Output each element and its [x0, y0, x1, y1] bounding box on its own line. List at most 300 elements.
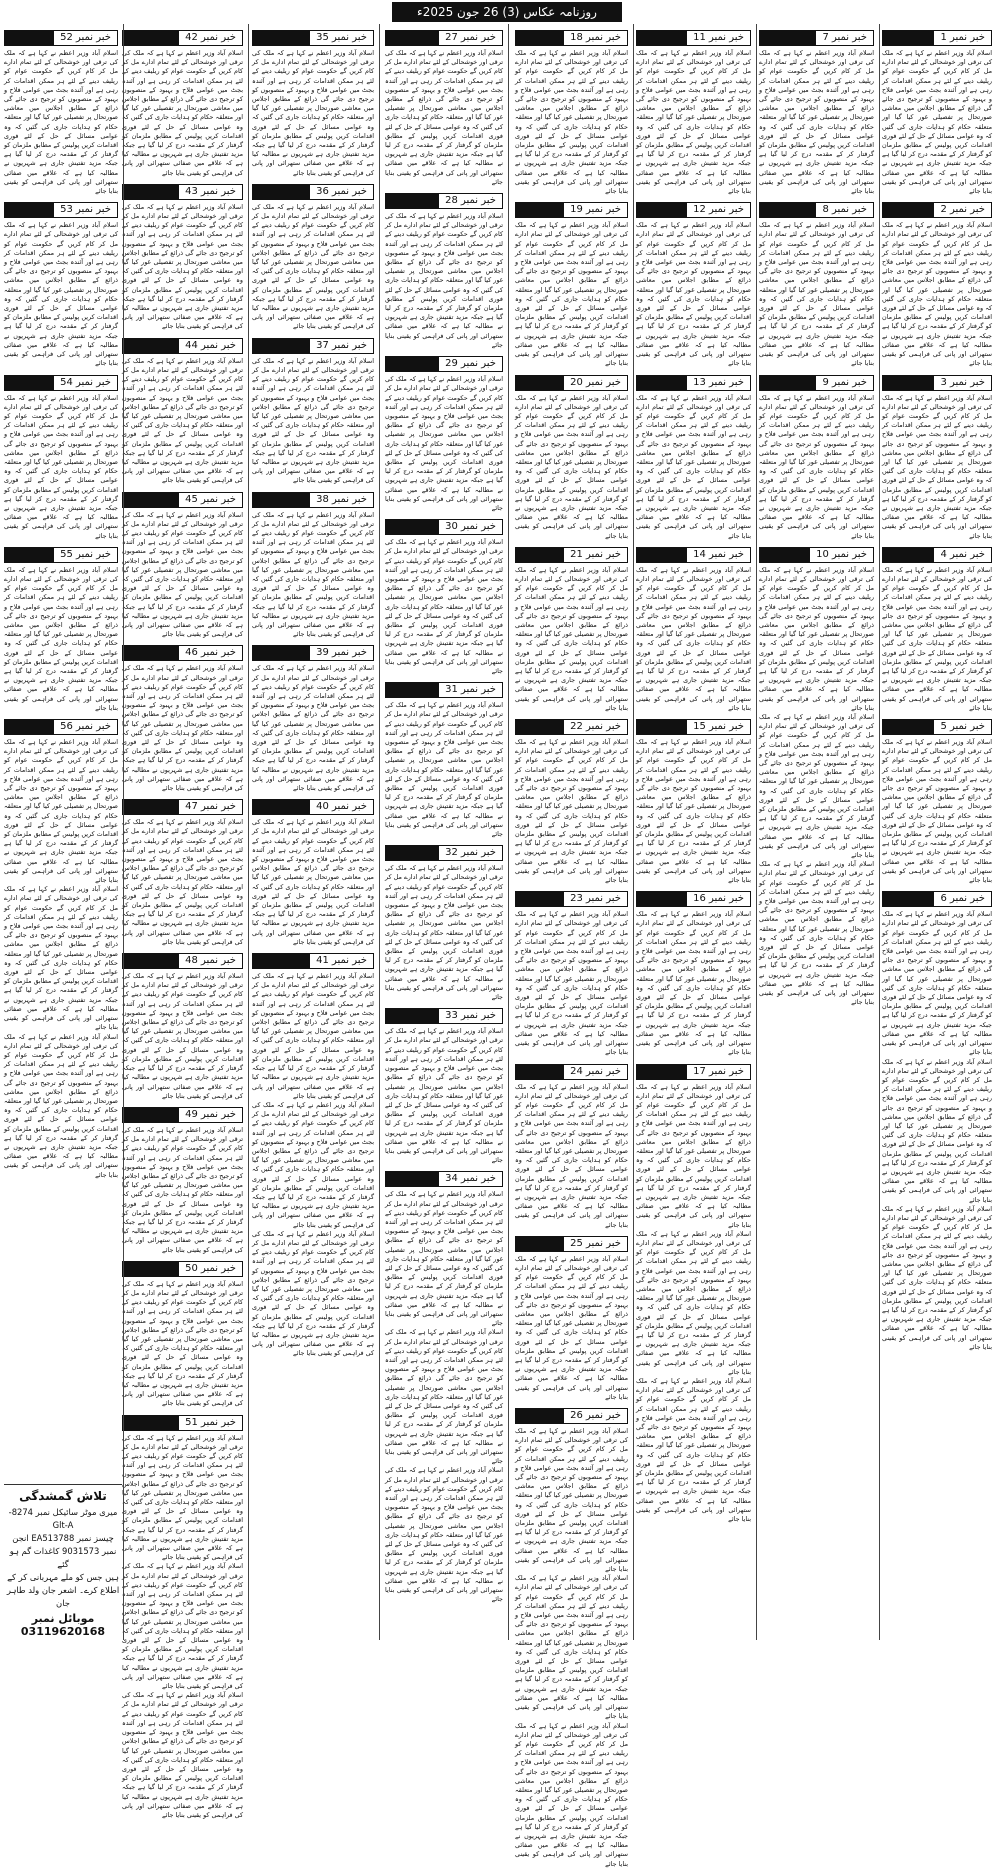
label-bar — [515, 891, 563, 907]
news-item-label — [385, 1171, 503, 1187]
label-bar — [4, 719, 53, 735]
news-item-label — [636, 202, 751, 218]
news-item-label — [252, 645, 374, 661]
news-item-body: اسلام آباد وزیر اعظم نے کہا ہے کہ ملک کی ترقی اور خوشحالی کے لئے تمام ادارے مل کر کام کریں گے حکومت عوام کو ریلیف دینے کے لئے ہر ممکن اقدامات کر رہی ہے اور آئندہ بجٹ میں عوامی فلاح و بہبود کے منصوبوں کو ترجیح دی جائے گی ذرائع کے مطابق اجلاس میں معاشی صورتحال پر تفصیلی غور کیا گیا اور متعلقہ حکام کو ہدایات جاری کی گئیں کہ وہ عوامی مسائل کے حل کے لئے فوری اقدامات کریں پولیس کے مطابق ملزمان کو گرفتار کر کے مقدمہ درج کر لیا گیا ہے جبکہ مزید تفتیش جاری ہے شہریوں نے مطالبہ کیا ہے کہ علاقے میں صفائی ستھرائی اور پانی کی فراہمی کو یقینی بنایا جائے — [252, 1229, 374, 1358]
news-item-body: اسلام آباد وزیر اعظم نے کہا ہے کہ ملک کی ترقی اور خوشحالی کے لئے تمام ادارے مل کر کام کریں گے حکومت عوام کو ریلیف دینے کے لئے ہر ممکن اقدامات کر رہی ہے اور آئندہ بجٹ میں عوامی فلاح و بہبود کے منصوبوں کو ترجیح دی جائے گی ذرائع کے مطابق اجلاس میں معاشی صورتحال پر تفصیلی غور کیا گیا اور متعلقہ حکام کو ہدایات جاری کی گئیں کہ وہ عوامی مسائل کے حل کے لئے فوری اقدامات کریں پولیس کے مطابق ملزمان کو گرفتار کر کے مقدمہ درج کر لیا گیا ہے جبکہ مزید تفتیش جاری ہے شہریوں نے مطالبہ کیا ہے کہ علاقے میں صفائی ستھرائی اور پانی کی فراہمی کو یقینی بنایا جائے — [385, 375, 503, 512]
news-item — [122, 1415, 243, 1821]
news-item-number: خبر نمبر 16 — [686, 891, 751, 907]
news-item-number: خبر نمبر 36 — [309, 184, 374, 200]
news-item — [636, 375, 751, 541]
news-item — [515, 1064, 628, 1230]
news-item-label — [882, 547, 992, 563]
label-bar — [636, 202, 686, 218]
news-item-body: اسلام آباد وزیر اعظم نے کہا ہے کہ ملک کی ترقی اور خوشحالی کے لئے تمام ادارے مل کر کام کریں گے حکومت عوام کو ریلیف دینے کے لئے ہر ممکن اقدامات کر رہی ہے اور آئندہ بجٹ میں عوامی فلاح و بہبود کے منصوبوں کو ترجیح دی جائے گی ذرائع کے مطابق اجلاس میں معاشی صورتحال پر تفصیلی غور کیا گیا اور متعلقہ حکام کو ہدایات جاری کی گئیں کہ وہ عوامی مسائل کے حل کے لئے فوری اقدامات کریں پولیس کے مطابق ملزمان کو گرفتار کر کے مقدمہ درج کر لیا گیا ہے جبکہ مزید تفتیش جاری ہے شہریوں نے مطالبہ کیا ہے کہ علاقے میں صفائی ستھرائی اور پانی کی فراہمی کو یقینی بنایا جائے — [385, 1190, 503, 1328]
news-item-body: اسلام آباد وزیر اعظم نے کہا ہے کہ ملک کی ترقی اور خوشحالی کے لئے تمام ادارے مل کر کام کریں گے حکومت عوام کو ریلیف دینے کے لئے ہر ممکن اقدامات کر رہی ہے اور آئندہ بجٹ میں عوامی فلاح و بہبود کے منصوبوں کو ترجیح دی جائے گی ذرائع کے مطابق اجلاس میں معاشی صورتحال پر تفصیلی غور کیا گیا اور متعلقہ حکام کو ہدایات جاری کی گئیں کہ وہ عوامی مسائل کے حل کے لئے فوری اقدامات کریں پولیس کے مطابق ملزمان کو گرفتار کر کے مقدمہ درج کر لیا گیا ہے جبکہ مزید تفتیش جاری ہے شہریوں نے مطالبہ کیا ہے کہ علاقے میں صفائی ستھرائی اور پانی کی فراہمی کو یقینی بنایا جائے — [252, 49, 374, 177]
news-item-label — [122, 1415, 243, 1431]
news-item-body: اسلام آباد وزیر اعظم نے کہا ہے کہ ملک کی ترقی اور خوشحالی کے لئے تمام ادارے مل کر کام کریں گے حکومت عوام کو ریلیف دینے کے لئے ہر ممکن اقدامات کر رہی ہے اور آئندہ بجٹ میں عوامی فلاح و بہبود کے منصوبوں کو ترجیح دی جائے گی ذرائع کے مطابق اجلاس میں معاشی صورتحال پر تفصیلی غور کیا گیا اور متعلقہ حکام کو ہدایات جاری کی گئیں کہ وہ عوامی مسائل کے حل کے لئے فوری اقدامات کریں پولیس کے مطابق ملزمان کو گرفتار کر کے مقدمہ درج کر لیا گیا ہے جبکہ مزید تفتیش جاری ہے شہریوں نے مطالبہ کیا ہے کہ علاقے میں صفائی ستھرائی اور پانی کی فراہمی کو یقینی بنایا جائے — [759, 221, 874, 368]
news-item-number: خبر نمبر 33 — [438, 1008, 503, 1024]
news-item — [515, 375, 628, 541]
label-bar — [515, 719, 563, 735]
label-bar — [636, 375, 686, 391]
news-item-body: اسلام آباد وزیر اعظم نے کہا ہے کہ ملک کی ترقی اور خوشحالی کے لئے تمام ادارے مل کر کام کریں گے حکومت عوام کو ریلیف دینے کے لئے ہر ممکن اقدامات کر رہی ہے اور آئندہ بجٹ میں عوامی فلاح و بہبود کے منصوبوں کو ترجیح دی جائے گی ذرائع کے مطابق اجلاس میں معاشی صورتحال پر تفصیلی غور کیا گیا اور متعلقہ حکام کو ہدایات جاری کی گئیں کہ وہ عوامی مسائل کے حل کے لئے فوری اقدامات کریں پولیس کے مطابق ملزمان کو گرفتار کر کے مقدمہ درج کر لیا گیا ہے جبکہ مزید تفتیش جاری ہے شہریوں نے مطالبہ کیا ہے کہ علاقے میں صفائی ستھرائی اور پانی کی فراہمی کو یقینی بنایا جائے — [385, 1466, 503, 1604]
news-item-number: خبر نمبر 34 — [438, 1171, 503, 1187]
news-item-label — [122, 184, 243, 200]
news-item-label — [882, 202, 992, 218]
news-item-body: اسلام آباد وزیر اعظم نے کہا ہے کہ ملک کی ترقی اور خوشحالی کے لئے تمام ادارے مل کر کام کریں گے حکومت عوام کو ریلیف دینے کے لئے ہر ممکن اقدامات کر رہی ہے اور آئندہ بجٹ میں عوامی فلاح و بہبود کے منصوبوں کو ترجیح دی جائے گی ذرائع کے مطابق اجلاس میں معاشی صورتحال پر تفصیلی غور کیا گیا اور متعلقہ حکام کو ہدایات جاری کی گئیں کہ وہ عوامی مسائل کے حل کے لئے فوری اقدامات کریں پولیس کے مطابق ملزمان کو گرفتار کر کے مقدمہ درج کر لیا گیا ہے جبکہ مزید تفتیش جاری ہے شہریوں نے مطالبہ کیا ہے کہ علاقے میں صفائی ستھرائی اور پانی کی فراہمی کو یقینی بنایا جائے — [759, 565, 874, 712]
news-item-body: اسلام آباد وزیر اعظم نے کہا ہے کہ ملک کی ترقی اور خوشحالی کے لئے تمام ادارے مل کر کام کریں گے حکومت عوام کو ریلیف دینے کے لئے ہر ممکن اقدامات کر رہی ہے اور آئندہ بجٹ میں عوامی فلاح و بہبود کے منصوبوں کو ترجیح دی جائے گی ذرائع کے مطابق اجلاس میں معاشی صورتحال پر تفصیلی غور کیا گیا اور متعلقہ حکام کو ہدایات جاری کی گئیں کہ وہ عوامی مسائل کے حل کے لئے فوری اقدامات کریں پولیس کے مطابق ملزمان کو گرفتار کر کے مقدمہ درج کر لیا گیا ہے جبکہ مزید تفتیش جاری ہے شہریوں نے مطالبہ کیا ہے کہ علاقے میں صفائی ستھرائی اور پانی کی فراہمی کو یقینی بنایا جائے — [122, 49, 243, 177]
news-item — [759, 375, 874, 541]
news-item — [636, 1064, 751, 1525]
news-item-body: اسلام آباد وزیر اعظم نے کہا ہے کہ ملک کی ترقی اور خوشحالی کے لئے تمام ادارے مل کر کام کریں گے حکومت عوام کو ریلیف دینے کے لئے ہر ممکن اقدامات کر رہی ہے اور آئندہ بجٹ میں عوامی فلاح و بہبود کے منصوبوں کو ترجیح دی جائے گی ذرائع کے مطابق اجلاس میں معاشی صورتحال پر تفصیلی غور کیا گیا اور متعلقہ حکام کو ہدایات جاری کی گئیں کہ وہ عوامی مسائل کے حل کے لئے فوری اقدامات کریں پولیس کے مطابق ملزمان کو گرفتار کر کے مقدمہ درج کر لیا گیا ہے جبکہ مزید تفتیش جاری ہے شہریوں نے مطالبہ کیا ہے کہ علاقے میں صفائی ستھرائی اور پانی کی فراہمی کو یقینی بنایا جائے — [636, 1229, 751, 1376]
news-item-label — [515, 1064, 628, 1080]
news-item-number: خبر نمبر 27 — [438, 30, 503, 46]
news-item — [385, 30, 503, 187]
news-item-body: اسلام آباد وزیر اعظم نے کہا ہے کہ ملک کی ترقی اور خوشحالی کے لئے تمام ادارے مل کر کام کریں گے حکومت عوام کو ریلیف دینے کے لئے ہر ممکن اقدامات کر رہی ہے اور آئندہ بجٹ میں عوامی فلاح و بہبود کے منصوبوں کو ترجیح دی جائے گی ذرائع کے مطابق اجلاس میں معاشی صورتحال پر تفصیلی غور کیا گیا اور متعلقہ حکام کو ہدایات جاری کی گئیں کہ وہ عوامی مسائل کے حل کے لئے فوری اقدامات کریں پولیس کے مطابق ملزمان کو گرفتار کر کے مقدمہ درج کر لیا گیا ہے جبکہ مزید تفتیش جاری ہے شہریوں نے مطالبہ کیا ہے کہ علاقے میں صفائی ستھرائی اور پانی کی فراہمی کو یقینی بنایا جائے — [882, 565, 992, 712]
news-item-body: اسلام آباد وزیر اعظم نے کہا ہے کہ ملک کی ترقی اور خوشحالی کے لئے تمام ادارے مل کر کام کریں گے حکومت عوام کو ریلیف دینے کے لئے ہر ممکن اقدامات کر رہی ہے اور آئندہ بجٹ میں عوامی فلاح و بہبود کے منصوبوں کو ترجیح دی جائے گی ذرائع کے مطابق اجلاس میں معاشی صورتحال پر تفصیلی غور کیا گیا اور متعلقہ حکام کو ہدایات جاری کی گئیں کہ وہ عوامی مسائل کے حل کے لئے فوری اقدامات کریں پولیس کے مطابق ملزمان کو گرفتار کر کے مقدمہ درج کر لیا گیا ہے جبکہ مزید تفتیش جاری ہے شہریوں نے مطالبہ کیا ہے کہ علاقے میں صفائی ستھرائی اور پانی کی فراہمی کو یقینی بنایا جائے — [882, 738, 992, 885]
news-item-label — [4, 547, 118, 563]
news-item-body: اسلام آباد وزیر اعظم نے کہا ہے کہ ملک کی ترقی اور خوشحالی کے لئے تمام ادارے مل کر کام کریں گے حکومت عوام کو ریلیف دینے کے لئے ہر ممکن اقدامات کر رہی ہے اور آئندہ بجٹ میں عوامی فلاح و بہبود کے منصوبوں کو ترجیح دی جائے گی ذرائع کے مطابق اجلاس میں معاشی صورتحال پر تفصیلی غور کیا گیا اور متعلقہ حکام کو ہدایات جاری کی گئیں کہ وہ عوامی مسائل کے حل کے لئے فوری اقدامات کریں پولیس کے مطابق ملزمان کو گرفتار کر کے مقدمہ درج کر لیا گیا ہے جبکہ مزید تفتیش جاری ہے شہریوں نے مطالبہ کیا ہے کہ علاقے میں صفائی ستھرائی اور پانی کی فراہمی کو یقینی بنایا جائے — [515, 565, 628, 712]
news-item-body: اسلام آباد وزیر اعظم نے کہا ہے کہ ملک کی ترقی اور خوشحالی کے لئے تمام ادارے مل کر کام کریں گے حکومت عوام کو ریلیف دینے کے لئے ہر ممکن اقدامات کر رہی ہے اور آئندہ بجٹ میں عوامی فلاح و بہبود کے منصوبوں کو ترجیح دی جائے گی ذرائع کے مطابق اجلاس میں معاشی صورتحال پر تفصیلی غور کیا گیا اور متعلقہ حکام کو ہدایات جاری کی گئیں کہ وہ عوامی مسائل کے حل کے لئے فوری اقدامات کریں پولیس کے مطابق ملزمان کو گرفتار کر کے مقدمہ درج کر لیا گیا ہے جبکہ مزید تفتیش جاری ہے شہریوں نے مطالبہ کیا ہے کہ علاقے میں صفائی ستھرائی اور پانی کی فراہمی کو یقینی بنایا جائے — [4, 49, 118, 196]
news-item — [252, 799, 374, 947]
news-item-body: اسلام آباد وزیر اعظم نے کہا ہے کہ ملک کی ترقی اور خوشحالی کے لئے تمام ادارے مل کر کام کریں گے حکومت عوام کو ریلیف دینے کے لئے ہر ممکن اقدامات کر رہی ہے اور آئندہ بجٹ میں عوامی فلاح و بہبود کے منصوبوں کو ترجیح دی جائے گی ذرائع کے مطابق اجلاس میں معاشی صورتحال پر تفصیلی غور کیا گیا اور متعلقہ حکام کو ہدایات جاری کی گئیں کہ وہ عوامی مسائل کے حل کے لئے فوری اقدامات کریں پولیس کے مطابق ملزمان کو گرفتار کر کے مقدمہ درج کر لیا گیا ہے جبکہ مزید تفتیش جاری ہے شہریوں نے مطالبہ کیا ہے کہ علاقے میں صفائی ستھرائی اور پانی کی فراہمی کو یقینی بنایا جائے — [4, 221, 118, 368]
news-item-number: خبر نمبر 37 — [309, 338, 374, 354]
news-item-body: اسلام آباد وزیر اعظم نے کہا ہے کہ ملک کی ترقی اور خوشحالی کے لئے تمام ادارے مل کر کام کریں گے حکومت عوام کو ریلیف دینے کے لئے ہر ممکن اقدامات کر رہی ہے اور آئندہ بجٹ میں عوامی فلاح و بہبود کے منصوبوں کو ترجیح دی جائے گی ذرائع کے مطابق اجلاس میں معاشی صورتحال پر تفصیلی غور کیا گیا اور متعلقہ حکام کو ہدایات جاری کی گئیں کہ وہ عوامی مسائل کے حل کے لئے فوری اقدامات کریں پولیس کے مطابق ملزمان کو گرفتار کر کے مقدمہ درج کر لیا گیا ہے جبکہ مزید تفتیش جاری ہے شہریوں نے مطالبہ کیا ہے کہ علاقے میں صفائی ستھرائی اور پانی کی فراہمی کو یقینی بنایا جائے — [636, 49, 751, 196]
label-bar — [636, 891, 686, 907]
news-item — [252, 492, 374, 640]
news-item-body: اسلام آباد وزیر اعظم نے کہا ہے کہ ملک کی ترقی اور خوشحالی کے لئے تمام ادارے مل کر کام کریں گے حکومت عوام کو ریلیف دینے کے لئے ہر ممکن اقدامات کر رہی ہے اور آئندہ بجٹ میں عوامی فلاح و بہبود کے منصوبوں کو ترجیح دی جائے گی ذرائع کے مطابق اجلاس میں معاشی صورتحال پر تفصیلی غور کیا گیا اور متعلقہ حکام کو ہدایات جاری کی گئیں کہ وہ عوامی مسائل کے حل کے لئے فوری اقدامات کریں پولیس کے مطابق ملزمان کو گرفتار کر کے مقدمہ درج کر لیا گیا ہے جبکہ مزید تفتیش جاری ہے شہریوں نے مطالبہ کیا ہے کہ علاقے میں صفائی ستھرائی اور پانی کی فراہمی کو یقینی بنایا جائے — [759, 393, 874, 540]
news-item-number: خبر نمبر 18 — [563, 30, 628, 46]
news-item-body: اسلام آباد وزیر اعظم نے کہا ہے کہ ملک کی ترقی اور خوشحالی کے لئے تمام ادارے مل کر کام کریں گے حکومت عوام کو ریلیف دینے کے لئے ہر ممکن اقدامات کر رہی ہے اور آئندہ بجٹ میں عوامی فلاح و بہبود کے منصوبوں کو ترجیح دی جائے گی ذرائع کے مطابق اجلاس میں معاشی صورتحال پر تفصیلی غور کیا گیا اور متعلقہ حکام کو ہدایات جاری کی گئیں کہ وہ عوامی مسائل کے حل کے لئے فوری اقدامات کریں پولیس کے مطابق ملزمان کو گرفتار کر کے مقدمہ درج کر لیا گیا ہے جبکہ مزید تفتیش جاری ہے شہریوں نے مطالبہ کیا ہے کہ علاقے میں صفائی ستھرائی اور پانی کی فراہمی کو یقینی بنایا جائے — [515, 910, 628, 1057]
news-item — [4, 719, 118, 1180]
news-item-label — [122, 30, 243, 46]
label-bar — [515, 1064, 563, 1080]
news-item — [882, 202, 992, 368]
news-item — [515, 1408, 628, 1869]
news-item-body: اسلام آباد وزیر اعظم نے کہا ہے کہ ملک کی ترقی اور خوشحالی کے لئے تمام ادارے مل کر کام کریں گے حکومت عوام کو ریلیف دینے کے لئے ہر ممکن اقدامات کر رہی ہے اور آئندہ بجٹ میں عوامی فلاح و بہبود کے منصوبوں کو ترجیح دی جائے گی ذرائع کے مطابق اجلاس میں معاشی صورتحال پر تفصیلی غور کیا گیا اور متعلقہ حکام کو ہدایات جاری کی گئیں کہ وہ عوامی مسائل کے حل کے لئے فوری اقدامات کریں پولیس کے مطابق ملزمان کو گرفتار کر کے مقدمہ درج کر لیا گیا ہے جبکہ مزید تفتیش جاری ہے شہریوں نے مطالبہ کیا ہے کہ علاقے میں صفائی ستھرائی اور پانی کی فراہمی کو یقینی بنایا جائے — [636, 565, 751, 712]
news-item-body: اسلام آباد وزیر اعظم نے کہا ہے کہ ملک کی ترقی اور خوشحالی کے لئے تمام ادارے مل کر کام کریں گے حکومت عوام کو ریلیف دینے کے لئے ہر ممکن اقدامات کر رہی ہے اور آئندہ بجٹ میں عوامی فلاح و بہبود کے منصوبوں کو ترجیح دی جائے گی ذرائع کے مطابق اجلاس میں معاشی صورتحال پر تفصیلی غور کیا گیا اور متعلقہ حکام کو ہدایات جاری کی گئیں کہ وہ عوامی مسائل کے حل کے لئے فوری اقدامات کریں پولیس کے مطابق ملزمان کو گرفتار کر کے مقدمہ درج کر لیا گیا ہے جبکہ مزید تفتیش جاری ہے شہریوں نے مطالبہ کیا ہے کہ علاقے میں صفائی ستھرائی اور پانی کی فراہمی کو یقینی بنایا جائے — [252, 1100, 374, 1229]
news-item — [882, 30, 992, 196]
label-bar — [122, 1107, 178, 1123]
news-item-body: اسلام آباد وزیر اعظم نے کہا ہے کہ ملک کی ترقی اور خوشحالی کے لئے تمام ادارے مل کر کام کریں گے حکومت عوام کو ریلیف دینے کے لئے ہر ممکن اقدامات کر رہی ہے اور آئندہ بجٹ میں عوامی فلاح و بہبود کے منصوبوں کو ترجیح دی جائے گی ذرائع کے مطابق اجلاس میں معاشی صورتحال پر تفصیلی غور کیا گیا اور متعلقہ حکام کو ہدایات جاری کی گئیں کہ وہ عوامی مسائل کے حل کے لئے فوری اقدامات کریں پولیس کے مطابق ملزمان کو گرفتار کر کے مقدمہ درج کر لیا گیا ہے جبکہ مزید تفتیش جاری ہے شہریوں نے مطالبہ کیا ہے کہ علاقے میں صفائی ستھرائی اور پانی کی فراہمی کو یقینی بنایا جائے — [122, 202, 243, 331]
news-item-label — [636, 547, 751, 563]
news-item — [252, 645, 374, 793]
news-item-body: اسلام آباد وزیر اعظم نے کہا ہے کہ ملک کی ترقی اور خوشحالی کے لئے تمام ادارے مل کر کام کریں گے حکومت عوام کو ریلیف دینے کے لئے ہر ممکن اقدامات کر رہی ہے اور آئندہ بجٹ میں عوامی فلاح و بہبود کے منصوبوں کو ترجیح دی جائے گی ذرائع کے مطابق اجلاس میں معاشی صورتحال پر تفصیلی غور کیا گیا اور متعلقہ حکام کو ہدایات جاری کی گئیں کہ وہ عوامی مسائل کے حل کے لئے فوری اقدامات کریں پولیس کے مطابق ملزمان کو گرفتار کر کے مقدمہ درج کر لیا گیا ہے جبکہ مزید تفتیش جاری ہے شہریوں نے مطالبہ کیا ہے کہ علاقے میں صفائی ستھرائی اور پانی کی فراہمی کو یقینی بنایا جائے — [4, 885, 118, 1032]
news-item — [882, 891, 992, 1352]
news-item-body: اسلام آباد وزیر اعظم نے کہا ہے کہ ملک کی ترقی اور خوشحالی کے لئے تمام ادارے مل کر کام کریں گے حکومت عوام کو ریلیف دینے کے لئے ہر ممکن اقدامات کر رہی ہے اور آئندہ بجٹ میں عوامی فلاح و بہبود کے منصوبوں کو ترجیح دی جائے گی ذرائع کے مطابق اجلاس میں معاشی صورتحال پر تفصیلی غور کیا گیا اور متعلقہ حکام کو ہدایات جاری کی گئیں کہ وہ عوامی مسائل کے حل کے لئے فوری اقدامات کریں پولیس کے مطابق ملزمان کو گرفتار کر کے مقدمہ درج کر لیا گیا ہے جبکہ مزید تفتیش جاری ہے شہریوں نے مطالبہ کیا ہے کہ علاقے میں صفائی ستھرائی اور پانی کی فراہمی کو یقینی بنایا جائے — [385, 864, 503, 1002]
news-item-label — [636, 891, 751, 907]
news-item — [385, 193, 503, 350]
label-bar — [122, 953, 178, 969]
label-bar — [122, 30, 178, 46]
news-item-number: خبر نمبر 55 — [53, 547, 118, 563]
news-item-body: اسلام آباد وزیر اعظم نے کہا ہے کہ ملک کی ترقی اور خوشحالی کے لئے تمام ادارے مل کر کام کریں گے حکومت عوام کو ریلیف دینے کے لئے ہر ممکن اقدامات کر رہی ہے اور آئندہ بجٹ میں عوامی فلاح و بہبود کے منصوبوں کو ترجیح دی جائے گی ذرائع کے مطابق اجلاس میں معاشی صورتحال پر تفصیلی غور کیا گیا اور متعلقہ حکام کو ہدایات جاری کی گئیں کہ وہ عوامی مسائل کے حل کے لئے فوری اقدامات کریں پولیس کے مطابق ملزمان کو گرفتار کر کے مقدمہ درج کر لیا گیا ہے جبکہ مزید تفتیش جاری ہے شہریوں نے مطالبہ کیا ہے کہ علاقے میں صفائی ستھرائی اور پانی کی فراہمی کو یقینی بنایا جائے — [4, 738, 118, 885]
column-rule — [756, 24, 757, 1640]
news-item-label — [122, 1107, 243, 1123]
news-item — [636, 30, 751, 196]
news-item-number: خبر نمبر 47 — [178, 799, 243, 815]
news-item-label — [515, 1236, 628, 1252]
news-item-label — [515, 202, 628, 218]
news-item-body: اسلام آباد وزیر اعظم نے کہا ہے کہ ملک کی ترقی اور خوشحالی کے لئے تمام ادارے مل کر کام کریں گے حکومت عوام کو ریلیف دینے کے لئے ہر ممکن اقدامات کر رہی ہے اور آئندہ بجٹ میں عوامی فلاح و بہبود کے منصوبوں کو ترجیح دی جائے گی ذرائع کے مطابق اجلاس میں معاشی صورتحال پر تفصیلی غور کیا گیا اور متعلقہ حکام کو ہدایات جاری کی گئیں کہ وہ عوامی مسائل کے حل کے لئے فوری اقدامات کریں پولیس کے مطابق ملزمان کو گرفتار کر کے مقدمہ درج کر لیا گیا ہے جبکہ مزید تفتیش جاری ہے شہریوں نے مطالبہ کیا ہے کہ علاقے میں صفائی ستھرائی اور پانی کی فراہمی کو یقینی بنایا جائے — [122, 664, 243, 793]
news-item-label — [515, 30, 628, 46]
news-item — [122, 799, 243, 947]
news-item-body: اسلام آباد وزیر اعظم نے کہا ہے کہ ملک کی ترقی اور خوشحالی کے لئے تمام ادارے مل کر کام کریں گے حکومت عوام کو ریلیف دینے کے لئے ہر ممکن اقدامات کر رہی ہے اور آئندہ بجٹ میں عوامی فلاح و بہبود کے منصوبوں کو ترجیح دی جائے گی ذرائع کے مطابق اجلاس میں معاشی صورتحال پر تفصیلی غور کیا گیا اور متعلقہ حکام کو ہدایات جاری کی گئیں کہ وہ عوامی مسائل کے حل کے لئے فوری اقدامات کریں پولیس کے مطابق ملزمان کو گرفتار کر کے مقدمہ درج کر لیا گیا ہے جبکہ مزید تفتیش جاری ہے شہریوں نے مطالبہ کیا ہے کہ علاقے میں صفائی ستھرائی اور پانی کی فراہمی کو یقینی بنایا جائے — [385, 49, 503, 186]
news-item-body: اسلام آباد وزیر اعظم نے کہا ہے کہ ملک کی ترقی اور خوشحالی کے لئے تمام ادارے مل کر کام کریں گے حکومت عوام کو ریلیف دینے کے لئے ہر ممکن اقدامات کر رہی ہے اور آئندہ بجٹ میں عوامی فلاح و بہبود کے منصوبوں کو ترجیح دی جائے گی ذرائع کے مطابق اجلاس میں معاشی صورتحال پر تفصیلی غور کیا گیا اور متعلقہ حکام کو ہدایات جاری کی گئیں کہ وہ عوامی مسائل کے حل کے لئے فوری اقدامات کریں پولیس کے مطابق ملزمان کو گرفتار کر کے مقدمہ درج کر لیا گیا ہے جبکہ مزید تفتیش جاری ہے شہریوں نے مطالبہ کیا ہے کہ علاقے میں صفائی ستھرائی اور پانی کی فراہمی کو یقینی بنایا جائے — [122, 818, 243, 946]
news-item-label — [882, 375, 992, 391]
news-item-number: خبر نمبر 49 — [178, 1107, 243, 1123]
news-item — [515, 891, 628, 1057]
news-item-body: اسلام آباد وزیر اعظم نے کہا ہے کہ ملک کی ترقی اور خوشحالی کے لئے تمام ادارے مل کر کام کریں گے حکومت عوام کو ریلیف دینے کے لئے ہر ممکن اقدامات کر رہی ہے اور آئندہ بجٹ میں عوامی فلاح و بہبود کے منصوبوں کو ترجیح دی جائے گی ذرائع کے مطابق اجلاس میں معاشی صورتحال پر تفصیلی غور کیا گیا اور متعلقہ حکام کو ہدایات جاری کی گئیں کہ وہ عوامی مسائل کے حل کے لئے فوری اقدامات کریں پولیس کے مطابق ملزمان کو گرفتار کر کے مقدمہ درج کر لیا گیا ہے جبکہ مزید تفتیش جاری ہے شہریوں نے مطالبہ کیا ہے کہ علاقے میں صفائی ستھرائی اور پانی کی فراہمی کو یقینی بنایا جائے — [759, 49, 874, 196]
news-item-label — [759, 547, 874, 563]
news-item-label — [759, 202, 874, 218]
news-item-number: خبر نمبر 30 — [438, 519, 503, 535]
news-item-number: خبر نمبر 53 — [53, 202, 118, 218]
label-bar — [252, 492, 309, 508]
label-bar — [122, 184, 178, 200]
news-item-label — [4, 719, 118, 735]
news-item-body: اسلام آباد وزیر اعظم نے کہا ہے کہ ملک کی ترقی اور خوشحالی کے لئے تمام ادارے مل کر کام کریں گے حکومت عوام کو ریلیف دینے کے لئے ہر ممکن اقدامات کر رہی ہے اور آئندہ بجٹ میں عوامی فلاح و بہبود کے منصوبوں کو ترجیح دی جائے گی ذرائع کے مطابق اجلاس میں معاشی صورتحال پر تفصیلی غور کیا گیا اور متعلقہ حکام کو ہدایات جاری کی گئیں کہ وہ عوامی مسائل کے حل کے لئے فوری اقدامات کریں پولیس کے مطابق ملزمان کو گرفتار کر کے مقدمہ درج کر لیا گیا ہے جبکہ مزید تفتیش جاری ہے شہریوں نے مطالبہ کیا ہے کہ علاقے میں صفائی ستھرائی اور پانی کی فراہمی کو یقینی بنایا جائے — [385, 1328, 503, 1466]
news-item — [122, 645, 243, 793]
label-bar — [759, 30, 815, 46]
label-bar — [252, 953, 309, 969]
news-column-7 — [122, 24, 243, 1819]
news-item-body: اسلام آباد وزیر اعظم نے کہا ہے کہ ملک کی ترقی اور خوشحالی کے لئے تمام ادارے مل کر کام کریں گے حکومت عوام کو ریلیف دینے کے لئے ہر ممکن اقدامات کر رہی ہے اور آئندہ بجٹ میں عوامی فلاح و بہبود کے منصوبوں کو ترجیح دی جائے گی ذرائع کے مطابق اجلاس میں معاشی صورتحال پر تفصیلی غور کیا گیا اور متعلقہ حکام کو ہدایات جاری کی گئیں کہ وہ عوامی مسائل کے حل کے لئے فوری اقدامات کریں پولیس کے مطابق ملزمان کو گرفتار کر کے مقدمہ درج کر لیا گیا ہے جبکہ مزید تفتیش جاری ہے شہریوں نے مطالبہ کیا ہے کہ علاقے میں صفائی ستھرائی اور پانی کی فراہمی کو یقینی بنایا جائے — [515, 1082, 628, 1229]
news-item-number: خبر نمبر 25 — [563, 1236, 628, 1252]
label-bar — [636, 547, 686, 563]
news-item-number: خبر نمبر 38 — [309, 492, 374, 508]
news-item — [252, 30, 374, 178]
news-item-number: خبر نمبر 31 — [438, 682, 503, 698]
news-item-number: خبر نمبر 26 — [563, 1408, 628, 1424]
lost-notice-title: تلاش گمشدگی — [19, 1489, 107, 1503]
label-bar — [122, 799, 178, 815]
column-rule — [508, 24, 509, 1640]
news-item-body: اسلام آباد وزیر اعظم نے کہا ہے کہ ملک کی ترقی اور خوشحالی کے لئے تمام ادارے مل کر کام کریں گے حکومت عوام کو ریلیف دینے کے لئے ہر ممکن اقدامات کر رہی ہے اور آئندہ بجٹ میں عوامی فلاح و بہبود کے منصوبوں کو ترجیح دی جائے گی ذرائع کے مطابق اجلاس میں معاشی صورتحال پر تفصیلی غور کیا گیا اور متعلقہ حکام کو ہدایات جاری کی گئیں کہ وہ عوامی مسائل کے حل کے لئے فوری اقدامات کریں پولیس کے مطابق ملزمان کو گرفتار کر کے مقدمہ درج کر لیا گیا ہے جبکہ مزید تفتیش جاری ہے شہریوں نے مطالبہ کیا ہے کہ علاقے میں صفائی ستھرائی اور پانی کی فراہمی کو یقینی بنایا جائے — [4, 565, 118, 712]
news-item-body: اسلام آباد وزیر اعظم نے کہا ہے کہ ملک کی ترقی اور خوشحالی کے لئے تمام ادارے مل کر کام کریں گے حکومت عوام کو ریلیف دینے کے لئے ہر ممکن اقدامات کر رہی ہے اور آئندہ بجٹ میں عوامی فلاح و بہبود کے منصوبوں کو ترجیح دی جائے گی ذرائع کے مطابق اجلاس میں معاشی صورتحال پر تفصیلی غور کیا گیا اور متعلقہ حکام کو ہدایات جاری کی گئیں کہ وہ عوامی مسائل کے حل کے لئے فوری اقدامات کریں پولیس کے مطابق ملزمان کو گرفتار کر کے مقدمہ درج کر لیا گیا ہے جبکہ مزید تفتیش جاری ہے شہریوں نے مطالبہ کیا ہے کہ علاقے میں صفائی ستھرائی اور پانی کی فراہمی کو یقینی بنایا جائے — [122, 1279, 243, 1408]
news-item-label — [252, 799, 374, 815]
news-item-label — [252, 492, 374, 508]
news-item-label — [252, 30, 374, 46]
news-column-1 — [882, 24, 992, 1640]
label-bar — [122, 338, 178, 354]
news-item-body: اسلام آباد وزیر اعظم نے کہا ہے کہ ملک کی ترقی اور خوشحالی کے لئے تمام ادارے مل کر کام کریں گے حکومت عوام کو ریلیف دینے کے لئے ہر ممکن اقدامات کر رہی ہے اور آئندہ بجٹ میں عوامی فلاح و بہبود کے منصوبوں کو ترجیح دی جائے گی ذرائع کے مطابق اجلاس میں معاشی صورتحال پر تفصیلی غور کیا گیا اور متعلقہ حکام کو ہدایات جاری کی گئیں کہ وہ عوامی مسائل کے حل کے لئے فوری اقدامات کریں پولیس کے مطابق ملزمان کو گرفتار کر کے مقدمہ درج کر لیا گیا ہے جبکہ مزید تفتیش جاری ہے شہریوں نے مطالبہ کیا ہے کہ علاقے میں صفائی ستھرائی اور پانی کی فراہمی کو یقینی بنایا جائے — [759, 713, 874, 860]
label-bar — [122, 645, 178, 661]
news-item-number: خبر نمبر 10 — [809, 547, 874, 563]
news-item-label — [4, 375, 118, 391]
news-item-label — [515, 891, 628, 907]
news-item-number: خبر نمبر 42 — [178, 30, 243, 46]
news-column-2 — [759, 24, 874, 1640]
label-bar — [4, 547, 53, 563]
news-column-5 — [385, 24, 503, 1640]
news-item-label — [636, 719, 751, 735]
news-item-body: اسلام آباد وزیر اعظم نے کہا ہے کہ ملک کی ترقی اور خوشحالی کے لئے تمام ادارے مل کر کام کریں گے حکومت عوام کو ریلیف دینے کے لئے ہر ممکن اقدامات کر رہی ہے اور آئندہ بجٹ میں عوامی فلاح و بہبود کے منصوبوں کو ترجیح دی جائے گی ذرائع کے مطابق اجلاس میں معاشی صورتحال پر تفصیلی غور کیا گیا اور متعلقہ حکام کو ہدایات جاری کی گئیں کہ وہ عوامی مسائل کے حل کے لئے فوری اقدامات کریں پولیس کے مطابق ملزمان کو گرفتار کر کے مقدمہ درج کر لیا گیا ہے جبکہ مزید تفتیش جاری ہے شہریوں نے مطالبہ کیا ہے کہ علاقے میں صفائی ستھرائی اور پانی کی فراہمی کو یقینی بنایا جائے — [122, 510, 243, 639]
news-item — [515, 719, 628, 885]
news-item-label — [252, 338, 374, 354]
news-item-body: اسلام آباد وزیر اعظم نے کہا ہے کہ ملک کی ترقی اور خوشحالی کے لئے تمام ادارے مل کر کام کریں گے حکومت عوام کو ریلیف دینے کے لئے ہر ممکن اقدامات کر رہی ہے اور آئندہ بجٹ میں عوامی فلاح و بہبود کے منصوبوں کو ترجیح دی جائے گی ذرائع کے مطابق اجلاس میں معاشی صورتحال پر تفصیلی غور کیا گیا اور متعلقہ حکام کو ہدایات جاری کی گئیں کہ وہ عوامی مسائل کے حل کے لئے فوری اقدامات کریں پولیس کے مطابق ملزمان کو گرفتار کر کے مقدمہ درج کر لیا گیا ہے جبکہ مزید تفتیش جاری ہے شہریوں نے مطالبہ کیا ہے کہ علاقے میں صفائی ستھرائی اور پانی کی فراہمی کو یقینی بنایا جائے — [515, 1254, 628, 1401]
label-bar — [385, 845, 438, 861]
news-item-label — [252, 184, 374, 200]
news-item-label — [385, 30, 503, 46]
label-bar — [385, 1008, 438, 1024]
news-item-body: اسلام آباد وزیر اعظم نے کہا ہے کہ ملک کی ترقی اور خوشحالی کے لئے تمام ادارے مل کر کام کریں گے حکومت عوام کو ریلیف دینے کے لئے ہر ممکن اقدامات کر رہی ہے اور آئندہ بجٹ میں عوامی فلاح و بہبود کے منصوبوں کو ترجیح دی جائے گی ذرائع کے مطابق اجلاس میں معاشی صورتحال پر تفصیلی غور کیا گیا اور متعلقہ حکام کو ہدایات جاری کی گئیں کہ وہ عوامی مسائل کے حل کے لئے فوری اقدامات کریں پولیس کے مطابق ملزمان کو گرفتار کر کے مقدمہ درج کر لیا گیا ہے جبکہ مزید تفتیش جاری ہے شہریوں نے مطالبہ کیا ہے کہ علاقے میں صفائی ستھرائی اور پانی کی فراہمی کو یقینی بنایا جائے — [636, 1377, 751, 1524]
news-item-body: اسلام آباد وزیر اعظم نے کہا ہے کہ ملک کی ترقی اور خوشحالی کے لئے تمام ادارے مل کر کام کریں گے حکومت عوام کو ریلیف دینے کے لئے ہر ممکن اقدامات کر رہی ہے اور آئندہ بجٹ میں عوامی فلاح و بہبود کے منصوبوں کو ترجیح دی جائے گی ذرائع کے مطابق اجلاس میں معاشی صورتحال پر تفصیلی غور کیا گیا اور متعلقہ حکام کو ہدایات جاری کی گئیں کہ وہ عوامی مسائل کے حل کے لئے فوری اقدامات کریں پولیس کے مطابق ملزمان کو گرفتار کر کے مقدمہ درج کر لیا گیا ہے جبکہ مزید تفتیش جاری ہے شہریوں نے مطالبہ کیا ہے کہ علاقے میں صفائی ستھرائی اور پانی کی فراہمی کو یقینی بنایا جائے — [882, 910, 992, 1057]
page-header: روزنامہ عکاس (3) 26 جون 2025ء — [392, 2, 622, 22]
news-item-number: خبر نمبر 7 — [815, 30, 874, 46]
news-item-number: خبر نمبر 15 — [686, 719, 751, 735]
lost-notice — [4, 1484, 122, 1638]
news-item-body: اسلام آباد وزیر اعظم نے کہا ہے کہ ملک کی ترقی اور خوشحالی کے لئے تمام ادارے مل کر کام کریں گے حکومت عوام کو ریلیف دینے کے لئے ہر ممکن اقدامات کر رہی ہے اور آئندہ بجٹ میں عوامی فلاح و بہبود کے منصوبوں کو ترجیح دی جائے گی ذرائع کے مطابق اجلاس میں معاشی صورتحال پر تفصیلی غور کیا گیا اور متعلقہ حکام کو ہدایات جاری کی گئیں کہ وہ عوامی مسائل کے حل کے لئے فوری اقدامات کریں پولیس کے مطابق ملزمان کو گرفتار کر کے مقدمہ درج کر لیا گیا ہے جبکہ مزید تفتیش جاری ہے شہریوں نے مطالبہ کیا ہے کہ علاقے میں صفائی ستھرائی اور پانی کی فراہمی کو یقینی بنایا جائے — [636, 738, 751, 885]
news-item — [385, 519, 503, 676]
news-item — [252, 953, 374, 1359]
news-item-number: خبر نمبر 52 — [53, 30, 118, 46]
news-item-label — [122, 338, 243, 354]
news-item-number: خبر نمبر 48 — [178, 953, 243, 969]
news-item-number: خبر نمبر 13 — [686, 375, 751, 391]
news-item-number: خبر نمبر 8 — [815, 202, 874, 218]
news-item-number: خبر نمبر 50 — [178, 1261, 243, 1277]
news-item-body: اسلام آباد وزیر اعظم نے کہا ہے کہ ملک کی ترقی اور خوشحالی کے لئے تمام ادارے مل کر کام کریں گے حکومت عوام کو ریلیف دینے کے لئے ہر ممکن اقدامات کر رہی ہے اور آئندہ بجٹ میں عوامی فلاح و بہبود کے منصوبوں کو ترجیح دی جائے گی ذرائع کے مطابق اجلاس میں معاشی صورتحال پر تفصیلی غور کیا گیا اور متعلقہ حکام کو ہدایات جاری کی گئیں کہ وہ عوامی مسائل کے حل کے لئے فوری اقدامات کریں پولیس کے مطابق ملزمان کو گرفتار کر کے مقدمہ درج کر لیا گیا ہے جبکہ مزید تفتیش جاری ہے شہریوں نے مطالبہ کیا ہے کہ علاقے میں صفائی ستھرائی اور پانی کی فراہمی کو یقینی بنایا جائے — [122, 356, 243, 485]
news-item — [252, 338, 374, 486]
label-bar — [882, 202, 933, 218]
news-item-label — [515, 547, 628, 563]
news-item-number: خبر نمبر 40 — [309, 799, 374, 815]
news-item-number: خبر نمبر 9 — [815, 375, 874, 391]
label-bar — [122, 492, 178, 508]
news-item-label — [515, 719, 628, 735]
news-item-body: اسلام آباد وزیر اعظم نے کہا ہے کہ ملک کی ترقی اور خوشحالی کے لئے تمام ادارے مل کر کام کریں گے حکومت عوام کو ریلیف دینے کے لئے ہر ممکن اقدامات کر رہی ہے اور آئندہ بجٹ میں عوامی فلاح و بہبود کے منصوبوں کو ترجیح دی جائے گی ذرائع کے مطابق اجلاس میں معاشی صورتحال پر تفصیلی غور کیا گیا اور متعلقہ حکام کو ہدایات جاری کی گئیں کہ وہ عوامی مسائل کے حل کے لئے فوری اقدامات کریں پولیس کے مطابق ملزمان کو گرفتار کر کے مقدمہ درج کر لیا گیا ہے جبکہ مزید تفتیش جاری ہے شہریوں نے مطالبہ کیا ہے کہ علاقے میں صفائی ستھرائی اور پانی کی فراہمی کو یقینی بنایا جائے — [515, 49, 628, 196]
news-item — [252, 184, 374, 332]
label-bar — [252, 184, 309, 200]
news-item-body: اسلام آباد وزیر اعظم نے کہا ہے کہ ملک کی ترقی اور خوشحالی کے لئے تمام ادارے مل کر کام کریں گے حکومت عوام کو ریلیف دینے کے لئے ہر ممکن اقدامات کر رہی ہے اور آئندہ بجٹ میں عوامی فلاح و بہبود کے منصوبوں کو ترجیح دی جائے گی ذرائع کے مطابق اجلاس میں معاشی صورتحال پر تفصیلی غور کیا گیا اور متعلقہ حکام کو ہدایات جاری کی گئیں کہ وہ عوامی مسائل کے حل کے لئے فوری اقدامات کریں پولیس کے مطابق ملزمان کو گرفتار کر کے مقدمہ درج کر لیا گیا ہے جبکہ مزید تفتیش جاری ہے شہریوں نے مطالبہ کیا ہے کہ علاقے میں صفائی ستھرائی اور پانی کی فراہمی کو یقینی بنایا جائے — [122, 1691, 243, 1819]
news-item-label — [385, 682, 503, 698]
label-bar — [515, 375, 563, 391]
news-item-number: خبر نمبر 51 — [178, 1415, 243, 1431]
news-item-body: اسلام آباد وزیر اعظم نے کہا ہے کہ ملک کی ترقی اور خوشحالی کے لئے تمام ادارے مل کر کام کریں گے حکومت عوام کو ریلیف دینے کے لئے ہر ممکن اقدامات کر رہی ہے اور آئندہ بجٹ میں عوامی فلاح و بہبود کے منصوبوں کو ترجیح دی جائے گی ذرائع کے مطابق اجلاس میں معاشی صورتحال پر تفصیلی غور کیا گیا اور متعلقہ حکام کو ہدایات جاری کی گئیں کہ وہ عوامی مسائل کے حل کے لئے فوری اقدامات کریں پولیس کے مطابق ملزمان کو گرفتار کر کے مقدمہ درج کر لیا گیا ہے جبکہ مزید تفتیش جاری ہے شہریوں نے مطالبہ کیا ہے کہ علاقے میں صفائی ستھرائی اور پانی کی فراہمی کو یقینی بنایا جائے — [122, 1562, 243, 1691]
news-item — [515, 1236, 628, 1402]
label-bar — [4, 30, 53, 46]
news-item-number: خبر نمبر 4 — [933, 547, 992, 563]
news-item-body: اسلام آباد وزیر اعظم نے کہا ہے کہ ملک کی ترقی اور خوشحالی کے لئے تمام ادارے مل کر کام کریں گے حکومت عوام کو ریلیف دینے کے لئے ہر ممکن اقدامات کر رہی ہے اور آئندہ بجٹ میں عوامی فلاح و بہبود کے منصوبوں کو ترجیح دی جائے گی ذرائع کے مطابق اجلاس میں معاشی صورتحال پر تفصیلی غور کیا گیا اور متعلقہ حکام کو ہدایات جاری کی گئیں کہ وہ عوامی مسائل کے حل کے لئے فوری اقدامات کریں پولیس کے مطابق ملزمان کو گرفتار کر کے مقدمہ درج کر لیا گیا ہے جبکہ مزید تفتیش جاری ہے شہریوں نے مطالبہ کیا ہے کہ علاقے میں صفائی ستھرائی اور پانی کی فراہمی کو یقینی بنایا جائے — [759, 860, 874, 1007]
lost-notice-line: اطلاع کرے۔ اشعر جان ولد طاہر جان — [6, 1585, 120, 1608]
news-item-body: اسلام آباد وزیر اعظم نے کہا ہے کہ ملک کی ترقی اور خوشحالی کے لئے تمام ادارے مل کر کام کریں گے حکومت عوام کو ریلیف دینے کے لئے ہر ممکن اقدامات کر رہی ہے اور آئندہ بجٹ میں عوامی فلاح و بہبود کے منصوبوں کو ترجیح دی جائے گی ذرائع کے مطابق اجلاس میں معاشی صورتحال پر تفصیلی غور کیا گیا اور متعلقہ حکام کو ہدایات جاری کی گئیں کہ وہ عوامی مسائل کے حل کے لئے فوری اقدامات کریں پولیس کے مطابق ملزمان کو گرفتار کر کے مقدمہ درج کر لیا گیا ہے جبکہ مزید تفتیش جاری ہے شہریوں نے مطالبہ کیا ہے کہ علاقے میں صفائی ستھرائی اور پانی کی فراہمی کو یقینی بنایا جائے — [882, 1204, 992, 1351]
label-bar — [4, 202, 53, 218]
news-item — [882, 719, 992, 885]
news-item-body: اسلام آباد وزیر اعظم نے کہا ہے کہ ملک کی ترقی اور خوشحالی کے لئے تمام ادارے مل کر کام کریں گے حکومت عوام کو ریلیف دینے کے لئے ہر ممکن اقدامات کر رہی ہے اور آئندہ بجٹ میں عوامی فلاح و بہبود کے منصوبوں کو ترجیح دی جائے گی ذرائع کے مطابق اجلاس میں معاشی صورتحال پر تفصیلی غور کیا گیا اور متعلقہ حکام کو ہدایات جاری کی گئیں کہ وہ عوامی مسائل کے حل کے لئے فوری اقدامات کریں پولیس کے مطابق ملزمان کو گرفتار کر کے مقدمہ درج کر لیا گیا ہے جبکہ مزید تفتیش جاری ہے شہریوں نے مطالبہ کیا ہے کہ علاقے میں صفائی ستھرائی اور پانی کی فراہمی کو یقینی بنایا جائے — [515, 221, 628, 368]
news-item-label — [122, 492, 243, 508]
column-rule — [379, 24, 380, 1640]
label-bar — [515, 547, 563, 563]
news-item — [122, 953, 243, 1101]
label-bar — [122, 1415, 178, 1431]
news-item-number: خبر نمبر 29 — [438, 356, 503, 372]
news-item-body: اسلام آباد وزیر اعظم نے کہا ہے کہ ملک کی ترقی اور خوشحالی کے لئے تمام ادارے مل کر کام کریں گے حکومت عوام کو ریلیف دینے کے لئے ہر ممکن اقدامات کر رہی ہے اور آئندہ بجٹ میں عوامی فلاح و بہبود کے منصوبوں کو ترجیح دی جائے گی ذرائع کے مطابق اجلاس میں معاشی صورتحال پر تفصیلی غور کیا گیا اور متعلقہ حکام کو ہدایات جاری کی گئیں کہ وہ عوامی مسائل کے حل کے لئے فوری اقدامات کریں پولیس کے مطابق ملزمان کو گرفتار کر کے مقدمہ درج کر لیا گیا ہے جبکہ مزید تفتیش جاری ہے شہریوں نے مطالبہ کیا ہے کہ علاقے میں صفائی ستھرائی اور پانی کی فراہمی کو یقینی بنایا جائے — [636, 910, 751, 1057]
news-item-body: اسلام آباد وزیر اعظم نے کہا ہے کہ ملک کی ترقی اور خوشحالی کے لئے تمام ادارے مل کر کام کریں گے حکومت عوام کو ریلیف دینے کے لئے ہر ممکن اقدامات کر رہی ہے اور آئندہ بجٹ میں عوامی فلاح و بہبود کے منصوبوں کو ترجیح دی جائے گی ذرائع کے مطابق اجلاس میں معاشی صورتحال پر تفصیلی غور کیا گیا اور متعلقہ حکام کو ہدایات جاری کی گئیں کہ وہ عوامی مسائل کے حل کے لئے فوری اقدامات کریں پولیس کے مطابق ملزمان کو گرفتار کر کے مقدمہ درج کر لیا گیا ہے جبکہ مزید تفتیش جاری ہے شہریوں نے مطالبہ کیا ہے کہ علاقے میں صفائی ستھرائی اور پانی کی فراہمی کو یقینی بنایا جائے — [385, 212, 503, 349]
news-item — [636, 719, 751, 885]
news-item-body: اسلام آباد وزیر اعظم نے کہا ہے کہ ملک کی ترقی اور خوشحالی کے لئے تمام ادارے مل کر کام کریں گے حکومت عوام کو ریلیف دینے کے لئے ہر ممکن اقدامات کر رہی ہے اور آئندہ بجٹ میں عوامی فلاح و بہبود کے منصوبوں کو ترجیح دی جائے گی ذرائع کے مطابق اجلاس میں معاشی صورتحال پر تفصیلی غور کیا گیا اور متعلقہ حکام کو ہدایات جاری کی گئیں کہ وہ عوامی مسائل کے حل کے لئے فوری اقدامات کریں پولیس کے مطابق ملزمان کو گرفتار کر کے مقدمہ درج کر لیا گیا ہے جبکہ مزید تفتیش جاری ہے شہریوں نے مطالبہ کیا ہے کہ علاقے میں صفائی ستھرائی اور پانی کی فراہمی کو یقینی بنایا جائے — [385, 538, 503, 675]
news-item-number: خبر نمبر 54 — [53, 375, 118, 391]
news-item-number: خبر نمبر 39 — [309, 645, 374, 661]
news-item-number: خبر نمبر 23 — [563, 891, 628, 907]
news-item — [122, 1107, 243, 1255]
news-item-number: خبر نمبر 1 — [933, 30, 992, 46]
news-item-body: اسلام آباد وزیر اعظم نے کہا ہے کہ ملک کی ترقی اور خوشحالی کے لئے تمام ادارے مل کر کام کریں گے حکومت عوام کو ریلیف دینے کے لئے ہر ممکن اقدامات کر رہی ہے اور آئندہ بجٹ میں عوامی فلاح و بہبود کے منصوبوں کو ترجیح دی جائے گی ذرائع کے مطابق اجلاس میں معاشی صورتحال پر تفصیلی غور کیا گیا اور متعلقہ حکام کو ہدایات جاری کی گئیں کہ وہ عوامی مسائل کے حل کے لئے فوری اقدامات کریں پولیس کے مطابق ملزمان کو گرفتار کر کے مقدمہ درج کر لیا گیا ہے جبکہ مزید تفتیش جاری ہے شہریوں نے مطالبہ کیا ہے کہ علاقے میں صفائی ستھرائی اور پانی کی فراہمی کو یقینی بنایا جائے — [252, 818, 374, 946]
news-item-body: اسلام آباد وزیر اعظم نے کہا ہے کہ ملک کی ترقی اور خوشحالی کے لئے تمام ادارے مل کر کام کریں گے حکومت عوام کو ریلیف دینے کے لئے ہر ممکن اقدامات کر رہی ہے اور آئندہ بجٹ میں عوامی فلاح و بہبود کے منصوبوں کو ترجیح دی جائے گی ذرائع کے مطابق اجلاس میں معاشی صورتحال پر تفصیلی غور کیا گیا اور متعلقہ حکام کو ہدایات جاری کی گئیں کہ وہ عوامی مسائل کے حل کے لئے فوری اقدامات کریں پولیس کے مطابق ملزمان کو گرفتار کر کے مقدمہ درج کر لیا گیا ہے جبکہ مزید تفتیش جاری ہے شہریوں نے مطالبہ کیا ہے کہ علاقے میں صفائی ستھرائی اور پانی کی فراہمی کو یقینی بنایا جائے — [515, 738, 628, 885]
label-bar — [636, 719, 686, 735]
label-bar — [4, 375, 53, 391]
news-column-6 — [252, 24, 374, 1640]
label-bar — [636, 30, 686, 46]
label-bar — [252, 338, 309, 354]
news-item-number: خبر نمبر 6 — [933, 891, 992, 907]
label-bar — [385, 193, 438, 209]
news-item-label — [4, 30, 118, 46]
label-bar — [882, 547, 933, 563]
lost-notice-line: نمبر 9031573 کاغذات گم ہو گئے — [9, 1546, 117, 1569]
news-item-number: خبر نمبر 43 — [178, 184, 243, 200]
news-item-number: خبر نمبر 46 — [178, 645, 243, 661]
news-item-body: اسلام آباد وزیر اعظم نے کہا ہے کہ ملک کی ترقی اور خوشحالی کے لئے تمام ادارے مل کر کام کریں گے حکومت عوام کو ریلیف دینے کے لئے ہر ممکن اقدامات کر رہی ہے اور آئندہ بجٹ میں عوامی فلاح و بہبود کے منصوبوں کو ترجیح دی جائے گی ذرائع کے مطابق اجلاس میں معاشی صورتحال پر تفصیلی غور کیا گیا اور متعلقہ حکام کو ہدایات جاری کی گئیں کہ وہ عوامی مسائل کے حل کے لئے فوری اقدامات کریں پولیس کے مطابق ملزمان کو گرفتار کر کے مقدمہ درج کر لیا گیا ہے جبکہ مزید تفتیش جاری ہے شہریوں نے مطالبہ کیا ہے کہ علاقے میں صفائی ستھرائی اور پانی کی فراہمی کو یقینی بنایا جائے — [122, 1125, 243, 1254]
news-item-label — [882, 30, 992, 46]
news-item-body: اسلام آباد وزیر اعظم نے کہا ہے کہ ملک کی ترقی اور خوشحالی کے لئے تمام ادارے مل کر کام کریں گے حکومت عوام کو ریلیف دینے کے لئے ہر ممکن اقدامات کر رہی ہے اور آئندہ بجٹ میں عوامی فلاح و بہبود کے منصوبوں کو ترجیح دی جائے گی ذرائع کے مطابق اجلاس میں معاشی صورتحال پر تفصیلی غور کیا گیا اور متعلقہ حکام کو ہدایات جاری کی گئیں کہ وہ عوامی مسائل کے حل کے لئے فوری اقدامات کریں پولیس کے مطابق ملزمان کو گرفتار کر کے مقدمہ درج کر لیا گیا ہے جبکہ مزید تفتیش جاری ہے شہریوں نے مطالبہ کیا ہے کہ علاقے میں صفائی ستھرائی اور پانی کی فراہمی کو یقینی بنایا جائے — [882, 1057, 992, 1204]
news-item-body: اسلام آباد وزیر اعظم نے کہا ہے کہ ملک کی ترقی اور خوشحالی کے لئے تمام ادارے مل کر کام کریں گے حکومت عوام کو ریلیف دینے کے لئے ہر ممکن اقدامات کر رہی ہے اور آئندہ بجٹ میں عوامی فلاح و بہبود کے منصوبوں کو ترجیح دی جائے گی ذرائع کے مطابق اجلاس میں معاشی صورتحال پر تفصیلی غور کیا گیا اور متعلقہ حکام کو ہدایات جاری کی گئیں کہ وہ عوامی مسائل کے حل کے لئے فوری اقدامات کریں پولیس کے مطابق ملزمان کو گرفتار کر کے مقدمہ درج کر لیا گیا ہے جبکہ مزید تفتیش جاری ہے شہریوں نے مطالبہ کیا ہے کہ علاقے میں صفائی ستھرائی اور پانی کی فراہمی کو یقینی بنایا جائے — [4, 1032, 118, 1179]
news-item-body: اسلام آباد وزیر اعظم نے کہا ہے کہ ملک کی ترقی اور خوشحالی کے لئے تمام ادارے مل کر کام کریں گے حکومت عوام کو ریلیف دینے کے لئے ہر ممکن اقدامات کر رہی ہے اور آئندہ بجٹ میں عوامی فلاح و بہبود کے منصوبوں کو ترجیح دی جائے گی ذرائع کے مطابق اجلاس میں معاشی صورتحال پر تفصیلی غور کیا گیا اور متعلقہ حکام کو ہدایات جاری کی گئیں کہ وہ عوامی مسائل کے حل کے لئے فوری اقدامات کریں پولیس کے مطابق ملزمان کو گرفتار کر کے مقدمہ درج کر لیا گیا ہے جبکہ مزید تفتیش جاری ہے شہریوں نے مطالبہ کیا ہے کہ علاقے میں صفائی ستھرائی اور پانی کی فراہمی کو یقینی بنایا جائے — [252, 356, 374, 485]
news-item — [385, 1171, 503, 1604]
news-item-number: خبر نمبر 17 — [686, 1064, 751, 1080]
news-item-number: خبر نمبر 56 — [53, 719, 118, 735]
news-column-8 — [4, 24, 118, 1444]
label-bar — [515, 202, 563, 218]
label-bar — [385, 682, 438, 698]
news-item — [882, 547, 992, 713]
label-bar — [759, 547, 809, 563]
column-rule — [879, 24, 880, 1640]
news-item-body: اسلام آباد وزیر اعظم نے کہا ہے کہ ملک کی ترقی اور خوشحالی کے لئے تمام ادارے مل کر کام کریں گے حکومت عوام کو ریلیف دینے کے لئے ہر ممکن اقدامات کر رہی ہے اور آئندہ بجٹ میں عوامی فلاح و بہبود کے منصوبوں کو ترجیح دی جائے گی ذرائع کے مطابق اجلاس میں معاشی صورتحال پر تفصیلی غور کیا گیا اور متعلقہ حکام کو ہدایات جاری کی گئیں کہ وہ عوامی مسائل کے حل کے لئے فوری اقدامات کریں پولیس کے مطابق ملزمان کو گرفتار کر کے مقدمہ درج کر لیا گیا ہے جبکہ مزید تفتیش جاری ہے شہریوں نے مطالبہ کیا ہے کہ علاقے میں صفائی ستھرائی اور پانی کی فراہمی کو یقینی بنایا جائے — [882, 393, 992, 540]
label-bar — [385, 356, 438, 372]
label-bar — [385, 1171, 438, 1187]
label-bar — [882, 375, 933, 391]
column-rule — [123, 24, 124, 1640]
news-item-label — [385, 193, 503, 209]
news-item-number: خبر نمبر 20 — [563, 375, 628, 391]
news-item-body: اسلام آباد وزیر اعظم نے کہا ہے کہ ملک کی ترقی اور خوشحالی کے لئے تمام ادارے مل کر کام کریں گے حکومت عوام کو ریلیف دینے کے لئے ہر ممکن اقدامات کر رہی ہے اور آئندہ بجٹ میں عوامی فلاح و بہبود کے منصوبوں کو ترجیح دی جائے گی ذرائع کے مطابق اجلاس میں معاشی صورتحال پر تفصیلی غور کیا گیا اور متعلقہ حکام کو ہدایات جاری کی گئیں کہ وہ عوامی مسائل کے حل کے لئے فوری اقدامات کریں پولیس کے مطابق ملزمان کو گرفتار کر کے مقدمہ درج کر لیا گیا ہے جبکہ مزید تفتیش جاری ہے شہریوں نے مطالبہ کیا ہے کہ علاقے میں صفائی ستھرائی اور پانی کی فراہمی کو یقینی بنایا جائے — [636, 221, 751, 368]
news-item-number: خبر نمبر 32 — [438, 845, 503, 861]
news-item-label — [385, 845, 503, 861]
label-bar — [252, 799, 309, 815]
news-item-body: اسلام آباد وزیر اعظم نے کہا ہے کہ ملک کی ترقی اور خوشحالی کے لئے تمام ادارے مل کر کام کریں گے حکومت عوام کو ریلیف دینے کے لئے ہر ممکن اقدامات کر رہی ہے اور آئندہ بجٹ میں عوامی فلاح و بہبود کے منصوبوں کو ترجیح دی جائے گی ذرائع کے مطابق اجلاس میں معاشی صورتحال پر تفصیلی غور کیا گیا اور متعلقہ حکام کو ہدایات جاری کی گئیں کہ وہ عوامی مسائل کے حل کے لئے فوری اقدامات کریں پولیس کے مطابق ملزمان کو گرفتار کر کے مقدمہ درج کر لیا گیا ہے جبکہ مزید تفتیش جاری ہے شہریوں نے مطالبہ کیا ہے کہ علاقے میں صفائی ستھرائی اور پانی کی فراہمی کو یقینی بنایا جائے — [4, 393, 118, 540]
label-bar — [636, 1064, 686, 1080]
news-item-label — [636, 30, 751, 46]
news-item — [122, 184, 243, 332]
news-item-body: اسلام آباد وزیر اعظم نے کہا ہے کہ ملک کی ترقی اور خوشحالی کے لئے تمام ادارے مل کر کام کریں گے حکومت عوام کو ریلیف دینے کے لئے ہر ممکن اقدامات کر رہی ہے اور آئندہ بجٹ میں عوامی فلاح و بہبود کے منصوبوں کو ترجیح دی جائے گی ذرائع کے مطابق اجلاس میں معاشی صورتحال پر تفصیلی غور کیا گیا اور متعلقہ حکام کو ہدایات جاری کی گئیں کہ وہ عوامی مسائل کے حل کے لئے فوری اقدامات کریں پولیس کے مطابق ملزمان کو گرفتار کر کے مقدمہ درج کر لیا گیا ہے جبکہ مزید تفتیش جاری ہے شہریوں نے مطالبہ کیا ہے کہ علاقے میں صفائی ستھرائی اور پانی کی فراہمی کو یقینی بنایا جائے — [252, 202, 374, 331]
news-item-number: خبر نمبر 19 — [563, 202, 628, 218]
news-item — [122, 492, 243, 640]
news-item-body: اسلام آباد وزیر اعظم نے کہا ہے کہ ملک کی ترقی اور خوشحالی کے لئے تمام ادارے مل کر کام کریں گے حکومت عوام کو ریلیف دینے کے لئے ہر ممکن اقدامات کر رہی ہے اور آئندہ بجٹ میں عوامی فلاح و بہبود کے منصوبوں کو ترجیح دی جائے گی ذرائع کے مطابق اجلاس میں معاشی صورتحال پر تفصیلی غور کیا گیا اور متعلقہ حکام کو ہدایات جاری کی گئیں کہ وہ عوامی مسائل کے حل کے لئے فوری اقدامات کریں پولیس کے مطابق ملزمان کو گرفتار کر کے مقدمہ درج کر لیا گیا ہے جبکہ مزید تفتیش جاری ہے شہریوں نے مطالبہ کیا ہے کہ علاقے میں صفائی ستھرائی اور پانی کی فراہمی کو یقینی بنایا جائے — [252, 510, 374, 639]
news-item-body: اسلام آباد وزیر اعظم نے کہا ہے کہ ملک کی ترقی اور خوشحالی کے لئے تمام ادارے مل کر کام کریں گے حکومت عوام کو ریلیف دینے کے لئے ہر ممکن اقدامات کر رہی ہے اور آئندہ بجٹ میں عوامی فلاح و بہبود کے منصوبوں کو ترجیح دی جائے گی ذرائع کے مطابق اجلاس میں معاشی صورتحال پر تفصیلی غور کیا گیا اور متعلقہ حکام کو ہدایات جاری کی گئیں کہ وہ عوامی مسائل کے حل کے لئے فوری اقدامات کریں پولیس کے مطابق ملزمان کو گرفتار کر کے مقدمہ درج کر لیا گیا ہے جبکہ مزید تفتیش جاری ہے شہریوں نے مطالبہ کیا ہے کہ علاقے میں صفائی ستھرائی اور پانی کی فراہمی کو یقینی بنایا جائے — [515, 1427, 628, 1574]
news-item-label — [122, 645, 243, 661]
news-item-number: خبر نمبر 12 — [686, 202, 751, 218]
news-item — [4, 202, 118, 368]
news-item — [385, 1008, 503, 1165]
news-item-number: خبر نمبر 24 — [563, 1064, 628, 1080]
news-item-label — [122, 799, 243, 815]
label-bar — [385, 30, 438, 46]
lost-notice-line: میری موٹر سائیکل نمبر 8274-Glt-A — [8, 1507, 118, 1530]
news-item-number: خبر نمبر 14 — [686, 547, 751, 563]
label-bar — [882, 30, 933, 46]
label-bar — [515, 1408, 563, 1424]
news-item — [515, 30, 628, 196]
news-item-body: اسلام آباد وزیر اعظم نے کہا ہے کہ ملک کی ترقی اور خوشحالی کے لئے تمام ادارے مل کر کام کریں گے حکومت عوام کو ریلیف دینے کے لئے ہر ممکن اقدامات کر رہی ہے اور آئندہ بجٹ میں عوامی فلاح و بہبود کے منصوبوں کو ترجیح دی جائے گی ذرائع کے مطابق اجلاس میں معاشی صورتحال پر تفصیلی غور کیا گیا اور متعلقہ حکام کو ہدایات جاری کی گئیں کہ وہ عوامی مسائل کے حل کے لئے فوری اقدامات کریں پولیس کے مطابق ملزمان کو گرفتار کر کے مقدمہ درج کر لیا گیا ہے جبکہ مزید تفتیش جاری ہے شہریوں نے مطالبہ کیا ہے کہ علاقے میں صفائی ستھرائی اور پانی کی فراہمی کو یقینی بنایا جائے — [385, 1027, 503, 1165]
label-bar — [385, 519, 438, 535]
news-item-body: اسلام آباد وزیر اعظم نے کہا ہے کہ ملک کی ترقی اور خوشحالی کے لئے تمام ادارے مل کر کام کریں گے حکومت عوام کو ریلیف دینے کے لئے ہر ممکن اقدامات کر رہی ہے اور آئندہ بجٹ میں عوامی فلاح و بہبود کے منصوبوں کو ترجیح دی جائے گی ذرائع کے مطابق اجلاس میں معاشی صورتحال پر تفصیلی غور کیا گیا اور متعلقہ حکام کو ہدایات جاری کی گئیں کہ وہ عوامی مسائل کے حل کے لئے فوری اقدامات کریں پولیس کے مطابق ملزمان کو گرفتار کر کے مقدمہ درج کر لیا گیا ہے جبکہ مزید تفتیش جاری ہے شہریوں نے مطالبہ کیا ہے کہ علاقے میں صفائی ستھرائی اور پانی کی فراہمی کو یقینی بنایا جائے — [515, 1574, 628, 1721]
news-item-body: اسلام آباد وزیر اعظم نے کہا ہے کہ ملک کی ترقی اور خوشحالی کے لئے تمام ادارے مل کر کام کریں گے حکومت عوام کو ریلیف دینے کے لئے ہر ممکن اقدامات کر رہی ہے اور آئندہ بجٹ میں عوامی فلاح و بہبود کے منصوبوں کو ترجیح دی جائے گی ذرائع کے مطابق اجلاس میں معاشی صورتحال پر تفصیلی غور کیا گیا اور متعلقہ حکام کو ہدایات جاری کی گئیں کہ وہ عوامی مسائل کے حل کے لئے فوری اقدامات کریں پولیس کے مطابق ملزمان کو گرفتار کر کے مقدمہ درج کر لیا گیا ہے جبکہ مزید تفتیش جاری ہے شہریوں نے مطالبہ کیا ہے کہ علاقے میں صفائی ستھرائی اور پانی کی فراہمی کو یقینی بنایا جائے — [385, 701, 503, 839]
news-item — [122, 338, 243, 486]
news-item-body: اسلام آباد وزیر اعظم نے کہا ہے کہ ملک کی ترقی اور خوشحالی کے لئے تمام ادارے مل کر کام کریں گے حکومت عوام کو ریلیف دینے کے لئے ہر ممکن اقدامات کر رہی ہے اور آئندہ بجٹ میں عوامی فلاح و بہبود کے منصوبوں کو ترجیح دی جائے گی ذرائع کے مطابق اجلاس میں معاشی صورتحال پر تفصیلی غور کیا گیا اور متعلقہ حکام کو ہدایات جاری کی گئیں کہ وہ عوامی مسائل کے حل کے لئے فوری اقدامات کریں پولیس کے مطابق ملزمان کو گرفتار کر کے مقدمہ درج کر لیا گیا ہے جبکہ مزید تفتیش جاری ہے شہریوں نے مطالبہ کیا ہے کہ علاقے میں صفائی ستھرائی اور پانی کی فراہمی کو یقینی بنایا جائے — [882, 49, 992, 196]
news-item-number: خبر نمبر 35 — [309, 30, 374, 46]
news-item — [385, 356, 503, 513]
news-item-label — [122, 953, 243, 969]
label-bar — [515, 1236, 563, 1252]
news-item-body: اسلام آباد وزیر اعظم نے کہا ہے کہ ملک کی ترقی اور خوشحالی کے لئے تمام ادارے مل کر کام کریں گے حکومت عوام کو ریلیف دینے کے لئے ہر ممکن اقدامات کر رہی ہے اور آئندہ بجٹ میں عوامی فلاح و بہبود کے منصوبوں کو ترجیح دی جائے گی ذرائع کے مطابق اجلاس میں معاشی صورتحال پر تفصیلی غور کیا گیا اور متعلقہ حکام کو ہدایات جاری کی گئیں کہ وہ عوامی مسائل کے حل کے لئے فوری اقدامات کریں پولیس کے مطابق ملزمان کو گرفتار کر کے مقدمہ درج کر لیا گیا ہے جبکہ مزید تفتیش جاری ہے شہریوں نے مطالبہ کیا ہے کہ علاقے میں صفائی ستھرائی اور پانی کی فراہمی کو یقینی بنایا جائے — [636, 393, 751, 540]
news-item-label — [759, 30, 874, 46]
news-item — [4, 30, 118, 196]
label-bar — [882, 719, 933, 735]
news-item — [122, 30, 243, 178]
news-item-label — [882, 891, 992, 907]
label-bar — [882, 891, 933, 907]
news-item-number: خبر نمبر 5 — [933, 719, 992, 735]
news-item-body: اسلام آباد وزیر اعظم نے کہا ہے کہ ملک کی ترقی اور خوشحالی کے لئے تمام ادارے مل کر کام کریں گے حکومت عوام کو ریلیف دینے کے لئے ہر ممکن اقدامات کر رہی ہے اور آئندہ بجٹ میں عوامی فلاح و بہبود کے منصوبوں کو ترجیح دی جائے گی ذرائع کے مطابق اجلاس میں معاشی صورتحال پر تفصیلی غور کیا گیا اور متعلقہ حکام کو ہدایات جاری کی گئیں کہ وہ عوامی مسائل کے حل کے لئے فوری اقدامات کریں پولیس کے مطابق ملزمان کو گرفتار کر کے مقدمہ درج کر لیا گیا ہے جبکہ مزید تفتیش جاری ہے شہریوں نے مطالبہ کیا ہے کہ علاقے میں صفائی ستھرائی اور پانی کی فراہمی کو یقینی بنایا جائے — [122, 972, 243, 1100]
news-item-body: اسلام آباد وزیر اعظم نے کہا ہے کہ ملک کی ترقی اور خوشحالی کے لئے تمام ادارے مل کر کام کریں گے حکومت عوام کو ریلیف دینے کے لئے ہر ممکن اقدامات کر رہی ہے اور آئندہ بجٹ میں عوامی فلاح و بہبود کے منصوبوں کو ترجیح دی جائے گی ذرائع کے مطابق اجلاس میں معاشی صورتحال پر تفصیلی غور کیا گیا اور متعلقہ حکام کو ہدایات جاری کی گئیں کہ وہ عوامی مسائل کے حل کے لئے فوری اقدامات کریں پولیس کے مطابق ملزمان کو گرفتار کر کے مقدمہ درج کر لیا گیا ہے جبکہ مزید تفتیش جاری ہے شہریوں نے مطالبہ کیا ہے کہ علاقے میں صفائی ستھرائی اور پانی کی فراہمی کو یقینی بنایا جائے — [882, 221, 992, 368]
news-item — [4, 375, 118, 541]
news-item-label — [636, 375, 751, 391]
news-item-body: اسلام آباد وزیر اعظم نے کہا ہے کہ ملک کی ترقی اور خوشحالی کے لئے تمام ادارے مل کر کام کریں گے حکومت عوام کو ریلیف دینے کے لئے ہر ممکن اقدامات کر رہی ہے اور آئندہ بجٹ میں عوامی فلاح و بہبود کے منصوبوں کو ترجیح دی جائے گی ذرائع کے مطابق اجلاس میں معاشی صورتحال پر تفصیلی غور کیا گیا اور متعلقہ حکام کو ہدایات جاری کی گئیں کہ وہ عوامی مسائل کے حل کے لئے فوری اقدامات کریں پولیس کے مطابق ملزمان کو گرفتار کر کے مقدمہ درج کر لیا گیا ہے جبکہ مزید تفتیش جاری ہے شہریوں نے مطالبہ کیا ہے کہ علاقے میں صفائی ستھرائی اور پانی کی فراہمی کو یقینی بنایا جائے — [122, 1433, 243, 1562]
news-item-label — [759, 375, 874, 391]
news-item-body: اسلام آباد وزیر اعظم نے کہا ہے کہ ملک کی ترقی اور خوشحالی کے لئے تمام ادارے مل کر کام کریں گے حکومت عوام کو ریلیف دینے کے لئے ہر ممکن اقدامات کر رہی ہے اور آئندہ بجٹ میں عوامی فلاح و بہبود کے منصوبوں کو ترجیح دی جائے گی ذرائع کے مطابق اجلاس میں معاشی صورتحال پر تفصیلی غور کیا گیا اور متعلقہ حکام کو ہدایات جاری کی گئیں کہ وہ عوامی مسائل کے حل کے لئے فوری اقدامات کریں پولیس کے مطابق ملزمان کو گرفتار کر کے مقدمہ درج کر لیا گیا ہے جبکہ مزید تفتیش جاری ہے شہریوں نے مطالبہ کیا ہے کہ علاقے میں صفائی ستھرائی اور پانی کی فراہمی کو یقینی بنایا جائے — [252, 664, 374, 793]
news-item-label — [385, 519, 503, 535]
news-item — [515, 547, 628, 713]
news-item — [882, 375, 992, 541]
news-item-number: خبر نمبر 45 — [178, 492, 243, 508]
news-item-label — [515, 375, 628, 391]
news-item — [515, 202, 628, 368]
lost-notice-line: ہیں جس کو ملے مہربانی کر کے — [7, 1572, 119, 1582]
news-column-3 — [636, 24, 751, 1640]
news-item-number: خبر نمبر 22 — [563, 719, 628, 735]
news-item — [385, 682, 503, 839]
label-bar — [252, 30, 309, 46]
news-item — [759, 202, 874, 368]
news-item-label — [385, 356, 503, 372]
label-bar — [252, 645, 309, 661]
label-bar — [515, 30, 563, 46]
lost-notice-phone: موبائل نمبر 03119620168 — [20, 1612, 106, 1638]
news-item-label — [882, 719, 992, 735]
news-item-label — [515, 1408, 628, 1424]
news-item — [759, 547, 874, 1008]
news-item-label — [252, 953, 374, 969]
news-item-body: اسلام آباد وزیر اعظم نے کہا ہے کہ ملک کی ترقی اور خوشحالی کے لئے تمام ادارے مل کر کام کریں گے حکومت عوام کو ریلیف دینے کے لئے ہر ممکن اقدامات کر رہی ہے اور آئندہ بجٹ میں عوامی فلاح و بہبود کے منصوبوں کو ترجیح دی جائے گی ذرائع کے مطابق اجلاس میں معاشی صورتحال پر تفصیلی غور کیا گیا اور متعلقہ حکام کو ہدایات جاری کی گئیں کہ وہ عوامی مسائل کے حل کے لئے فوری اقدامات کریں پولیس کے مطابق ملزمان کو گرفتار کر کے مقدمہ درج کر لیا گیا ہے جبکہ مزید تفتیش جاری ہے شہریوں نے مطالبہ کیا ہے کہ علاقے میں صفائی ستھرائی اور پانی کی فراہمی کو یقینی بنایا جائے — [252, 972, 374, 1100]
news-item-number: خبر نمبر 11 — [686, 30, 751, 46]
news-item-number: خبر نمبر 21 — [563, 547, 628, 563]
news-item-number: خبر نمبر 44 — [178, 338, 243, 354]
news-item-label — [385, 1008, 503, 1024]
column-rule — [633, 24, 634, 1640]
lost-notice-line: چیسز نمبر EA513788 انجن — [12, 1533, 114, 1543]
news-item-body: اسلام آباد وزیر اعظم نے کہا ہے کہ ملک کی ترقی اور خوشحالی کے لئے تمام ادارے مل کر کام کریں گے حکومت عوام کو ریلیف دینے کے لئے ہر ممکن اقدامات کر رہی ہے اور آئندہ بجٹ میں عوامی فلاح و بہبود کے منصوبوں کو ترجیح دی جائے گی ذرائع کے مطابق اجلاس میں معاشی صورتحال پر تفصیلی غور کیا گیا اور متعلقہ حکام کو ہدایات جاری کی گئیں کہ وہ عوامی مسائل کے حل کے لئے فوری اقدامات کریں پولیس کے مطابق ملزمان کو گرفتار کر کے مقدمہ درج کر لیا گیا ہے جبکہ مزید تفتیش جاری ہے شہریوں نے مطالبہ کیا ہے کہ علاقے میں صفائی ستھرائی اور پانی کی فراہمی کو یقینی بنایا جائے — [636, 1082, 751, 1229]
news-item-body: اسلام آباد وزیر اعظم نے کہا ہے کہ ملک کی ترقی اور خوشحالی کے لئے تمام ادارے مل کر کام کریں گے حکومت عوام کو ریلیف دینے کے لئے ہر ممکن اقدامات کر رہی ہے اور آئندہ بجٹ میں عوامی فلاح و بہبود کے منصوبوں کو ترجیح دی جائے گی ذرائع کے مطابق اجلاس میں معاشی صورتحال پر تفصیلی غور کیا گیا اور متعلقہ حکام کو ہدایات جاری کی گئیں کہ وہ عوامی مسائل کے حل کے لئے فوری اقدامات کریں پولیس کے مطابق ملزمان کو گرفتار کر کے مقدمہ درج کر لیا گیا ہے جبکہ مزید تفتیش جاری ہے شہریوں نے مطالبہ کیا ہے کہ علاقے میں صفائی ستھرائی اور پانی کی فراہمی کو یقینی بنایا جائے — [515, 393, 628, 540]
